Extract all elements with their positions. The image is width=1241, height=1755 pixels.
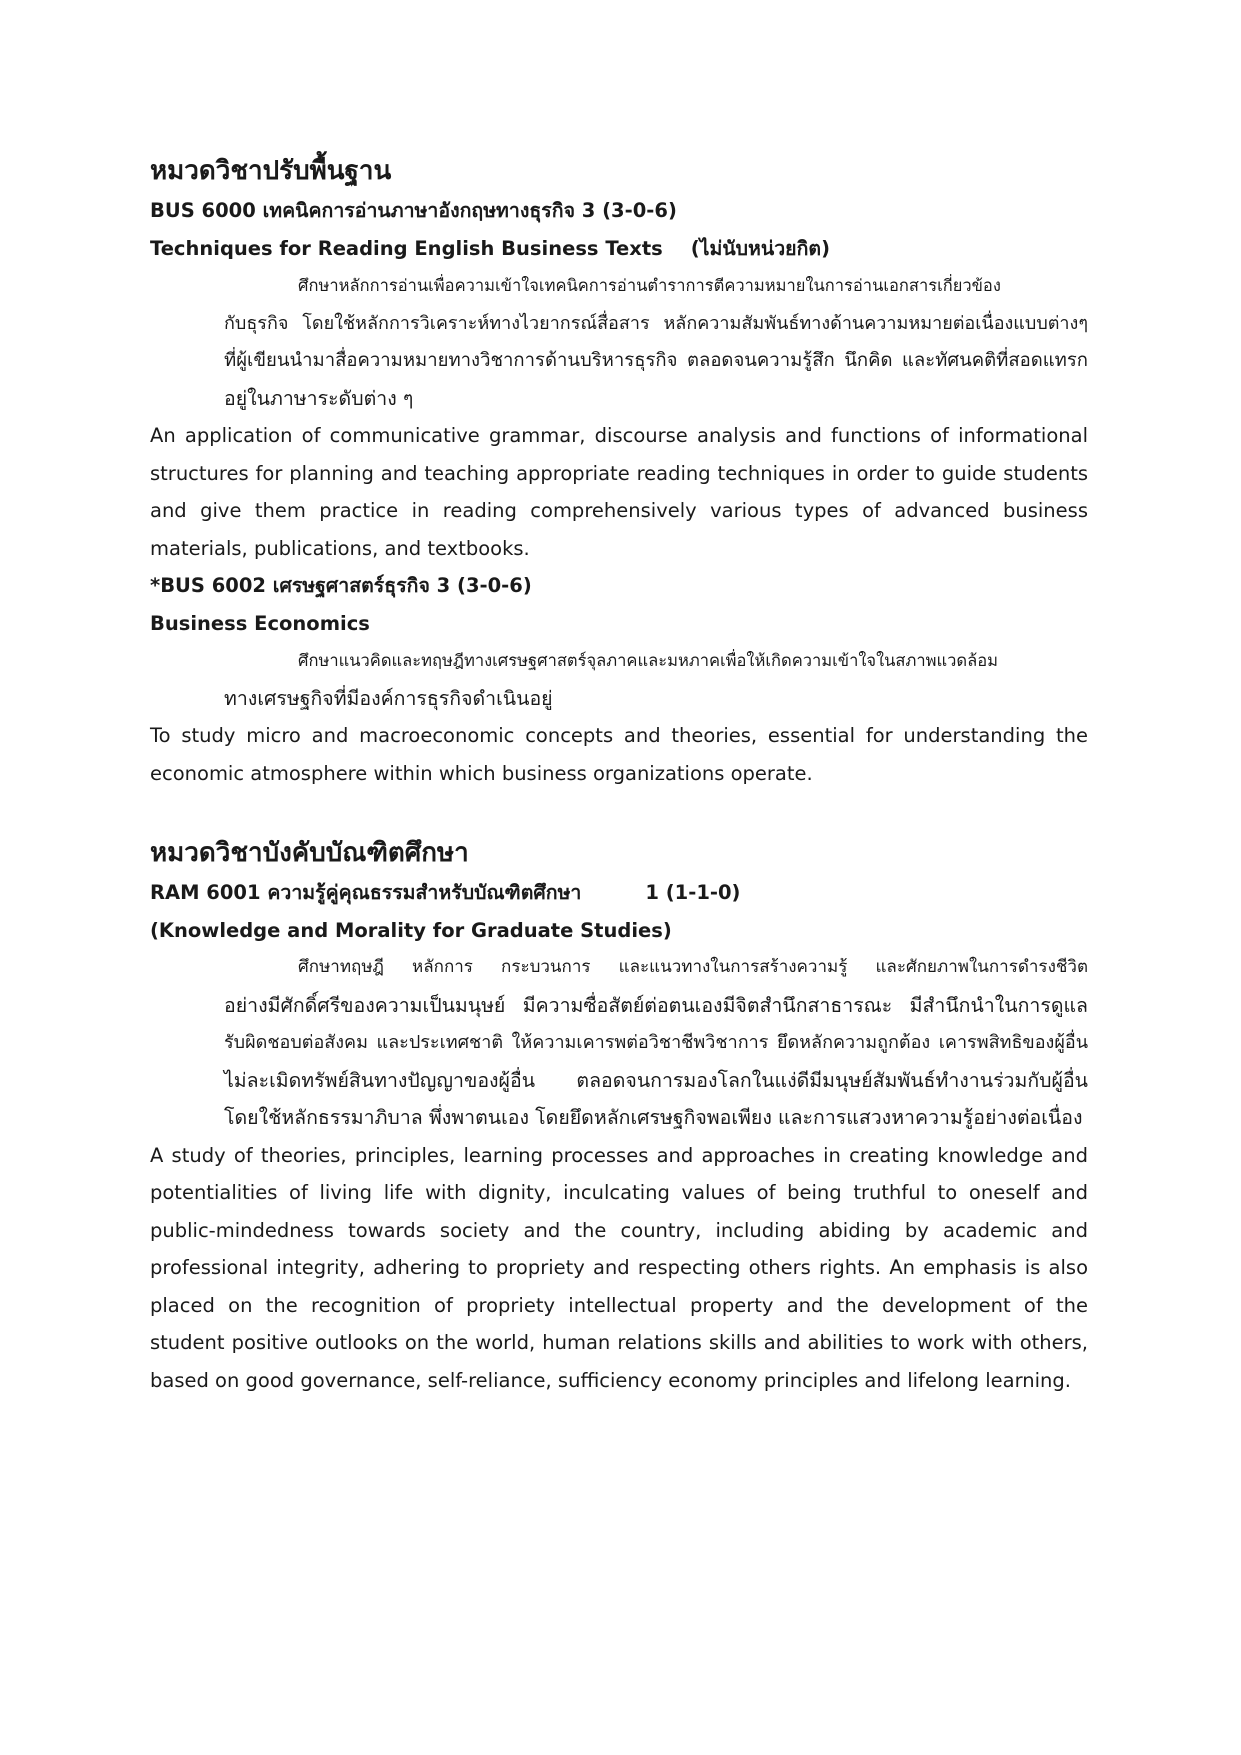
description-line: public-mindedness towards society and the country, including abiding by academic and [150, 1218, 1088, 1242]
description-line: based on good governance, self-reliance, sufficiency economy principles and lifelong learning. [150, 1368, 1071, 1392]
description-line: professional integrity, adhering to propriety and respecting others rights. An emphasis is also [150, 1256, 1088, 1279]
course-english-title: Business Economics [150, 611, 370, 635]
course-code-title-row [150, 874, 1088, 912]
description-line: อยู่ในภาษาระดับต่าง ๆ [224, 386, 414, 410]
course-description-english [150, 1137, 1088, 1400]
description-line: ไม่ละเมิดทรัพย์สินทางปัญญาของผู้อื่น ตลอดจนการมองโลกในแง่ดีมีมนุษย์สัมพันธ์ทำงานร่วมกับผู้อื่น [224, 1068, 1088, 1092]
description-line: ทางเศรษฐกิจที่มีองค์การธุรกิจดำเนินอยู่ [224, 686, 553, 710]
course-credits: 1 (1-1-0) [645, 881, 741, 904]
description-line: placed on the recognition of propriety intellectual property and the development of the [150, 1293, 1088, 1317]
description-line: โดยใช้หลักธรรมาภิบาล พึ่งพาตนเอง โดยยึดหลักเศรษฐกิจพอเพียง และการแสวงหาความรู้อย่างต่อเนื่อง [224, 1106, 1083, 1129]
course-description-thai [150, 642, 1088, 717]
description-line: An application of communicative grammar, discourse analysis and functions of informational [150, 424, 1088, 447]
description-line: ศึกษาทฤษฎี หลักการ กระบวนการ และแนวทางในการสร้างความรู้ และศักยภาพในการดำรงชีวิต [298, 957, 1088, 977]
section-title: หมวดวิชาบังคับบัณฑิตศึกษา [150, 838, 469, 868]
course-description-thai [150, 267, 1088, 417]
description-line: student positive outlooks on the world, human relations skills and abilities to work with others, [150, 1331, 1088, 1354]
description-line: ศึกษาหลักการอ่านเพื่อความเข้าใจเทคนิคการอ่านตำราการตีความหมายในการอ่านเอกสารเกี่ยวข้อง [298, 276, 1001, 295]
description-line: potentialities of living life with dignity, inculcating values of being truthful to oneself and [150, 1181, 1088, 1204]
course-code-title: BUS 6000 เทคนิคการอ่านภาษาอังกฤษทางธุรกิจ 3 (3-0-6) [150, 199, 677, 222]
document-page [150, 150, 1088, 1399]
section-title: หมวดวิชาปรับพื้นฐาน [150, 156, 392, 186]
course-description-english [150, 717, 1088, 792]
description-line: ศึกษาแนวคิดและทฤษฎีทางเศรษฐศาสตร์จุลภาคและมหภาคเพื่อให้เกิดความเข้าใจในสภาพแวดล้อม [298, 651, 999, 670]
description-line: ที่ผู้เขียนนำมาสื่อความหมายทางวิชาการด้านบริหารธุรกิจ ตลอดจนความรู้สึก นึกคิด และทัศนคติที่สอดแทรก [224, 350, 1088, 371]
description-line: รับผิดชอบต่อสังคม และประเทศชาติ ให้ความเคารพต่อวิชาชีพวิชาการ ยึดหลักความถูกต้อง เคารพสิทธิของผู้อื่น [224, 1032, 1088, 1053]
description-line: economic atmosphere within which business organizations operate. [150, 761, 813, 785]
section-spacer [150, 792, 1088, 832]
description-line: กับธุรกิจ โดยใช้หลักการวิเคราะห์ทางไวยากรณ์สื่อสาร หลักความสัมพันธ์ทางด้านความหมายต่อเนื่องแบบต่างๆ [224, 312, 1088, 334]
description-line: To study micro and macroeconomic concepts and theories, essential for understanding the [150, 724, 1088, 747]
description-line: structures for planning and teaching appropriate reading techniques in order to guide students [150, 461, 1088, 485]
course-credit-note: (ไม่นับหน่วยกิต) [690, 236, 830, 260]
description-line: materials, publications, and textbooks. [150, 536, 530, 560]
description-line: อย่างมีศักดิ์ศรีของความเป็นมนุษย์ มีความซื่อสัตย์ต่อตนเองมีจิตสำนึกสาธารณะ มีสำนึกนำในการดูแล [224, 993, 1088, 1017]
course-english-title: Techniques for Reading English Business Texts [150, 236, 663, 260]
course-description-thai [150, 949, 1088, 1137]
description-line: and give them practice in reading comprehensively various types of advanced business [150, 499, 1088, 522]
course-english-title: (Knowledge and Morality for Graduate Studies) [150, 918, 672, 942]
course-code-title: RAM 6001 ความรู้คู่คุณธรรมสำหรับบัณฑิตศึกษา [150, 881, 582, 904]
course-description-english [150, 417, 1088, 567]
course-code-title: *BUS 6002 เศรษฐศาสตร์ธุรกิจ 3 (3-0-6) [150, 574, 532, 597]
description-line: A study of theories, principles, learning processes and approaches in creating knowledge and [150, 1143, 1088, 1167]
course-english-title-row [150, 230, 1088, 268]
